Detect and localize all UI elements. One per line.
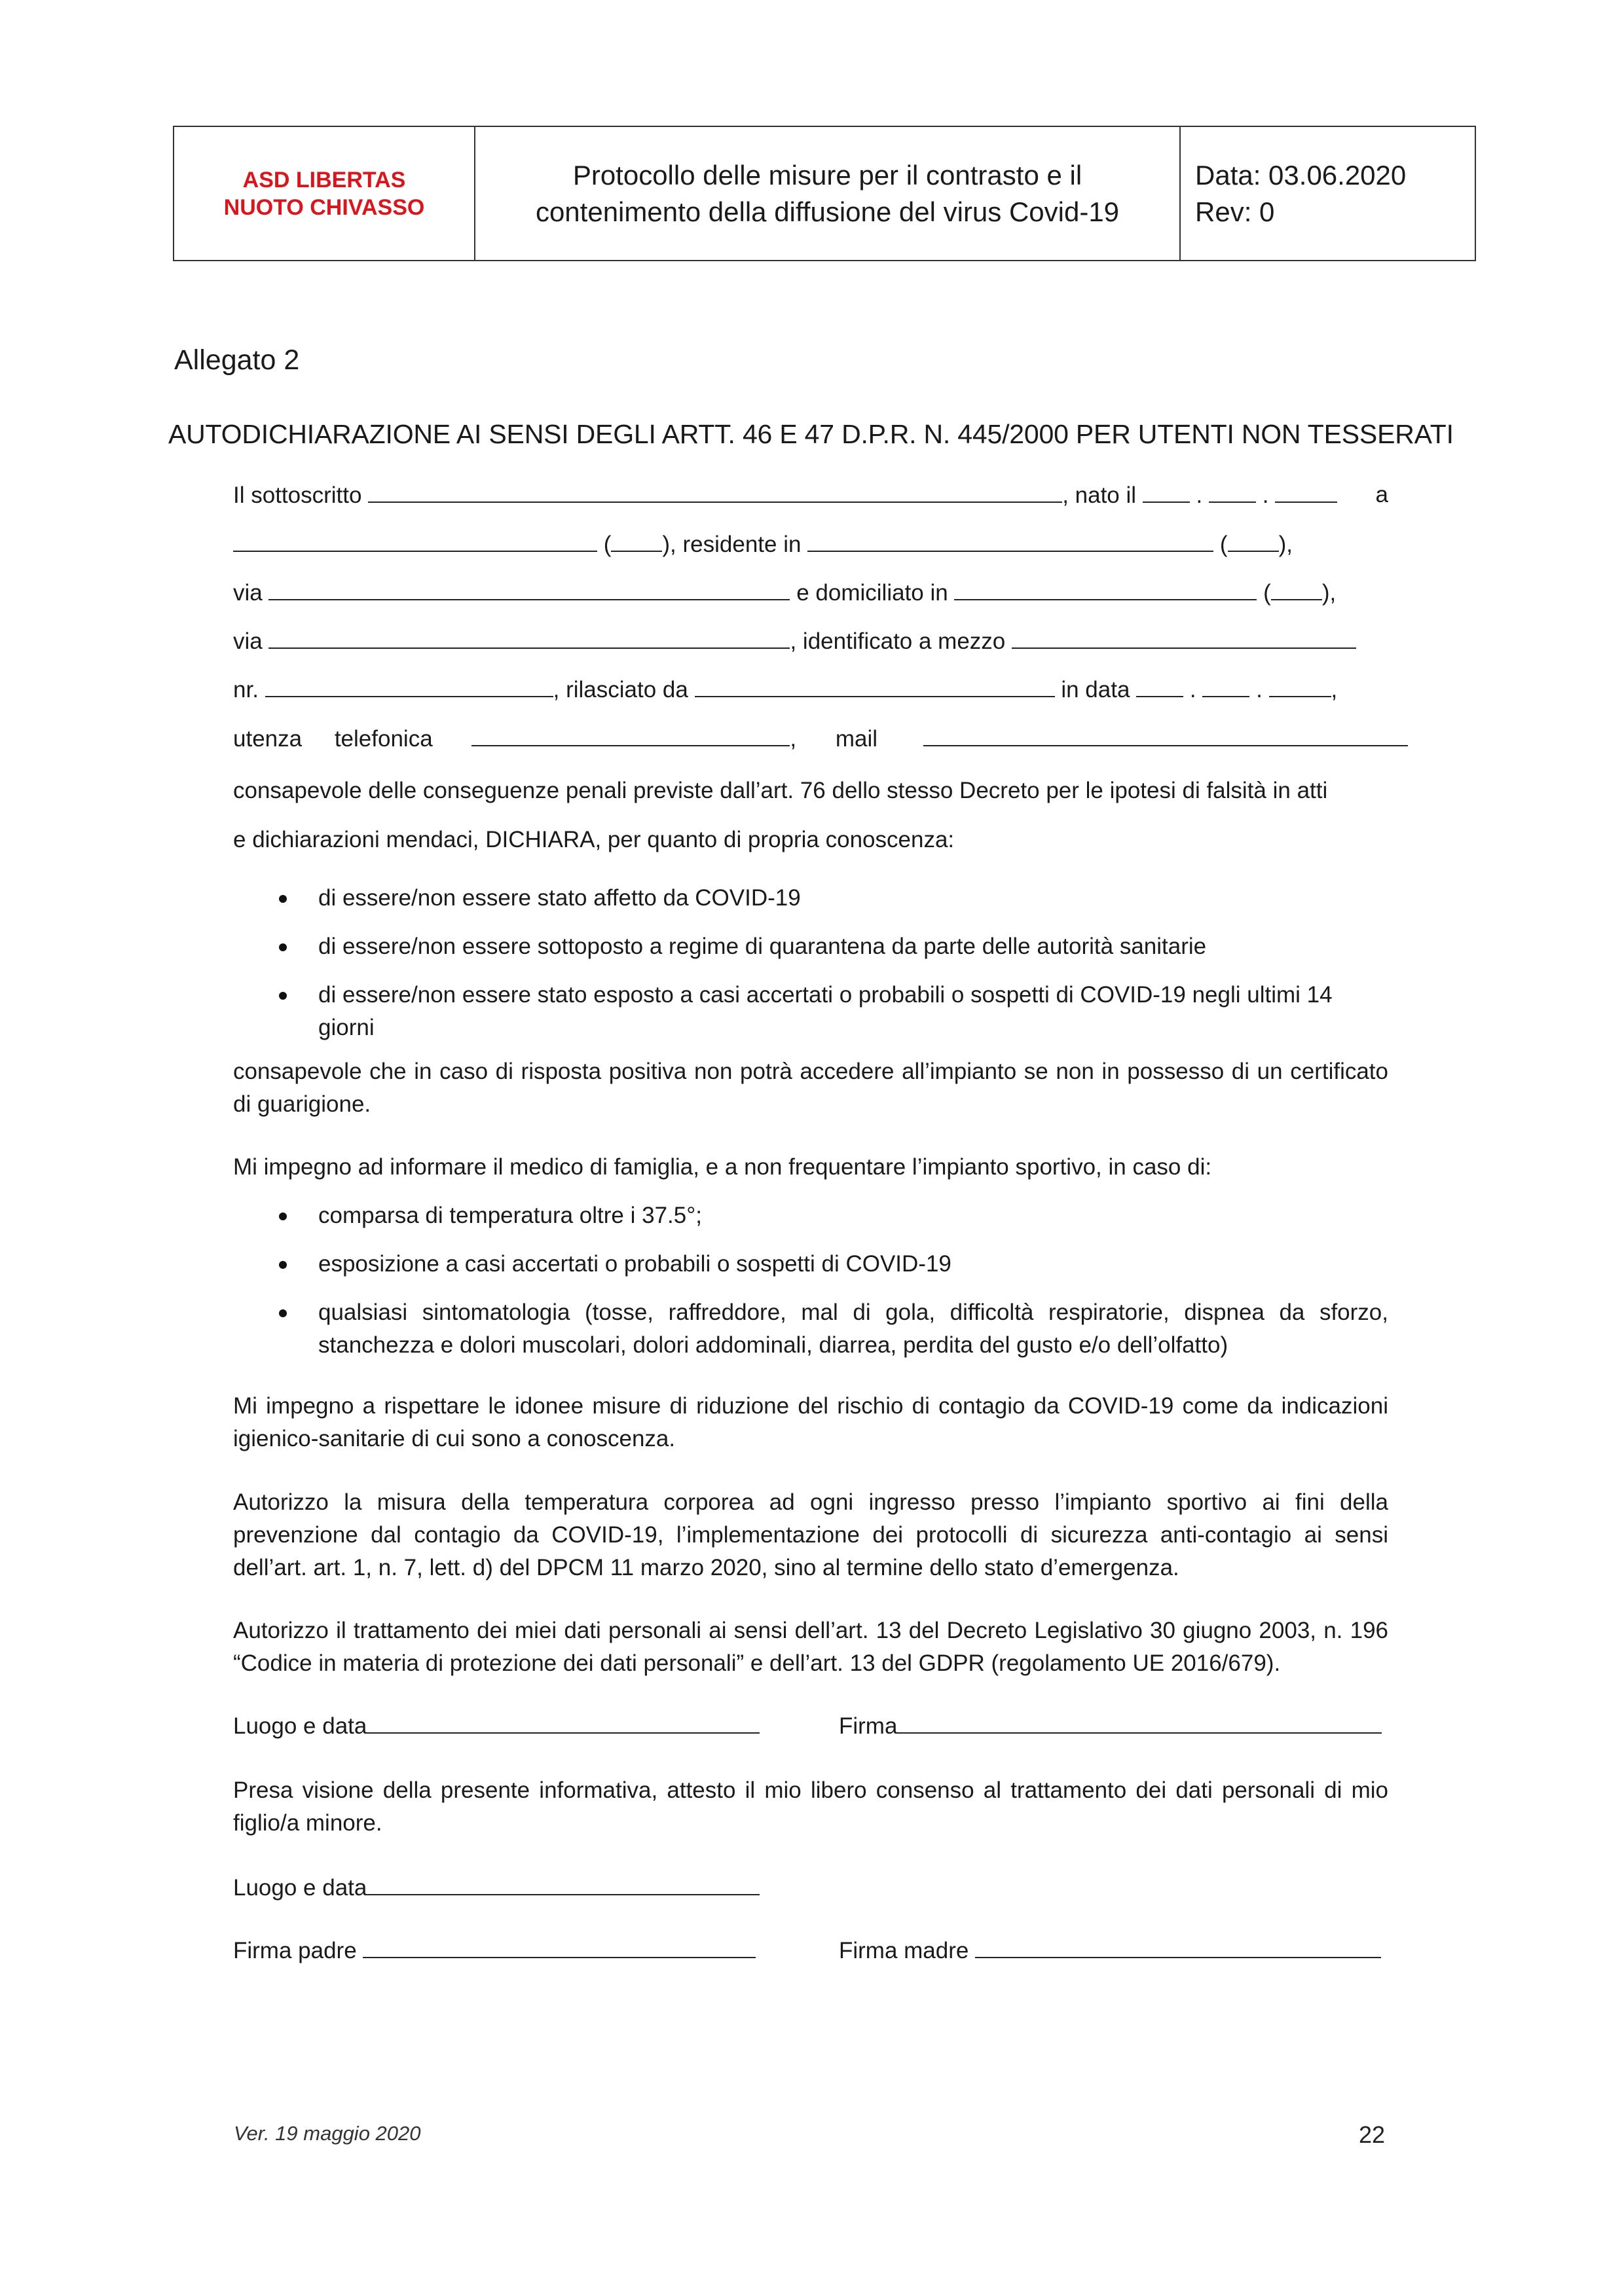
impegno-intro: Mi impegno ad informare il medico di famiglia, e a non frequentare l’impianto sportivo, in caso di: [233,1154,1212,1180]
impegno-item: esposizione a casi accertati o probabili o sospetti di COVID-19 [233,1248,1388,1281]
luogo-data-1: Luogo e data [233,1713,760,1740]
domicile-street-field[interactable] [268,628,790,649]
luogo-data-field-1[interactable] [367,1713,760,1734]
bullet-icon [279,1261,287,1269]
telefonica-label: telefonica [334,726,433,752]
birth-month-field[interactable] [1209,482,1256,503]
org-name-line2: NUOTO CHIVASSO [223,194,425,220]
birth-province-field[interactable] [611,531,662,552]
page-number: 22 [1359,2121,1386,2148]
nato-label: , nato il [1062,483,1137,508]
phone-field[interactable] [471,725,790,746]
consapevole-line1: consapevole delle conseguenze penali previste dall’art. 76 dello stesso Decreto per le ipotesi di falsità in atti [233,778,1328,803]
form-line-residente: ( ), residente in ( ), [233,531,1388,558]
domicile-city-field[interactable] [954,579,1257,600]
name-field[interactable] [368,482,1062,503]
sottoscritto-label: Il sottoscritto [233,483,362,508]
issue-day-field[interactable] [1136,676,1183,697]
id-document-type-field[interactable] [1012,628,1356,649]
impegno-list [233,1199,1388,1362]
issue-year-field[interactable] [1269,676,1331,697]
id-number-field[interactable] [265,676,553,697]
dichiara-item: di essere/non essere stato affetto da COVID-19 [233,882,1388,915]
identificato-label: , identificato a mezzo [790,629,1006,654]
document-header [173,126,1476,261]
luogo-data-2: Luogo e data [233,1874,760,1901]
form-line-rilasciato: nr. , rilasciato da in data . . , [233,677,1338,702]
rilasciato-label: , rilasciato da [553,677,688,702]
residence-city-field[interactable] [807,531,1213,552]
residente-label: ), residente in [662,532,802,557]
birth-year-field[interactable] [1275,482,1337,503]
dichiara-item: di essere/non essere stato esposto a casi accertati o probabili o sospetti di COVID-19 negli ultimi 14 giorni [233,979,1388,1044]
email-field[interactable] [923,725,1408,746]
bullet-icon [279,1309,287,1317]
firma-madre-field[interactable] [975,1937,1381,1958]
bullet-icon [279,1212,287,1220]
firma-madre-block: Firma madre [839,1937,1381,1964]
mail-label: mail [835,726,878,752]
domiciliato-label: e domiciliato in [796,580,948,606]
nr-label: nr. [233,677,259,702]
residence-province-field[interactable] [1228,531,1279,552]
firma-field[interactable] [897,1713,1382,1734]
bullet-icon [279,895,287,903]
autorizzo-dati: Autorizzo il trattamento dei miei dati personali ai sensi dell’art. 13 del Decreto Legislativo 30 giugno 2003, n. 196 “Codice in materia di protezione dei dati personali” e dell’art. 13 del GDPR (regolamento UE 2016/679). [233,1618,1388,1676]
impegno-item: comparsa di temperatura oltre i 37.5°; [233,1199,1388,1232]
firma-block: Firma [839,1713,1382,1740]
protocol-title-cell [475,127,1181,260]
issuer-field[interactable] [695,676,1055,697]
firma-padre-block: Firma padre [233,1937,756,1964]
bullet-icon [279,992,287,1000]
residence-street-field[interactable] [268,579,790,600]
impegno-item: qualsiasi sintomatologia (tosse, raffreddore, mal di gola, difficoltà respiratorie, dispnea da sforzo, stanchezza e dolori muscolari, dolori addominali, diarrea, perdita del gusto e/o dell’olfatto) [233,1296,1388,1362]
impegno-misure: Mi impegno a rispettare le idonee misure di riduzione del rischio di contagio da COVID-19 come da indicazioni igienico-sanitarie di cui sono a conoscenza. [233,1393,1388,1451]
issue-month-field[interactable] [1202,676,1249,697]
via-label-2: via [233,629,263,654]
utenza-label: utenza [233,726,303,752]
via-label: via [233,580,263,606]
consapevole-positiva: consapevole che in caso di risposta positiva non potrà accedere all’impianto se non in possesso di un certificato di guarigione. [233,1059,1388,1117]
form-line-contatti: utenza telefonica , mail [233,725,1388,752]
dichiara-list [233,882,1388,1044]
document-date: Data: 03.06.2020 [1195,159,1407,191]
a-label: a [1375,482,1388,507]
attachment-label: Allegato 2 [174,344,300,376]
protocol-title-line1: Protocollo delle misure per il contrasto e il [572,159,1082,191]
footer-version: Ver. 19 maggio 2020 [234,2122,421,2145]
revision-cell [1181,127,1475,260]
form-line-identificato [233,628,1388,655]
presa-visione: Presa visione della presente informativa, attesto il mio libero consenso al trattamento dei dati personali di mio figlio/a minore. [233,1777,1388,1836]
form-line-sottoscritto: Il sottoscritto , nato il . . a [233,482,1388,508]
firma-padre-field[interactable] [363,1937,756,1958]
domicile-province-field[interactable] [1271,579,1322,600]
dichiara-item: di essere/non essere sottoposto a regime di quarantena da parte delle autorità sanitarie [233,930,1388,963]
document-heading: AUTODICHIARAZIONE AI SENSI DEGLI ARTT. 46 E 47 D.P.R. N. 445/2000 PER UTENTI NON TESSERATI [168,419,1454,449]
consapevole-line2: e dichiarazioni mendaci, DICHIARA, per quanto di propria conoscenza: [233,827,955,852]
org-name-line1: ASD LIBERTAS [242,167,406,192]
autorizzo-temperatura: Autorizzo la misura della temperatura corporea ad ogni ingresso presso l’impianto sportivo ai fini della prevenzione dal contagio da COVID-19, l’implementazione dei protocolli di sicurezza anti-contagio ai sensi dell’art. art. 1, n. 7, lett. d) del DPCM 11 marzo 2020, sino al termine dello stato d’emergenza. [233,1489,1388,1580]
luogo-data-field-2[interactable] [367,1874,760,1895]
in-data-label: in data [1061,677,1130,702]
birthplace-field[interactable] [233,531,597,552]
form-line-domiciliato: via e domiciliato in ( ), [233,580,1337,606]
org-name-cell [174,127,475,260]
bullet-icon [279,943,287,951]
birth-day-field[interactable] [1143,482,1190,503]
protocol-title-line2: contenimento della diffusione del virus Covid-19 [535,196,1120,227]
document-revision: Rev: 0 [1195,196,1275,227]
